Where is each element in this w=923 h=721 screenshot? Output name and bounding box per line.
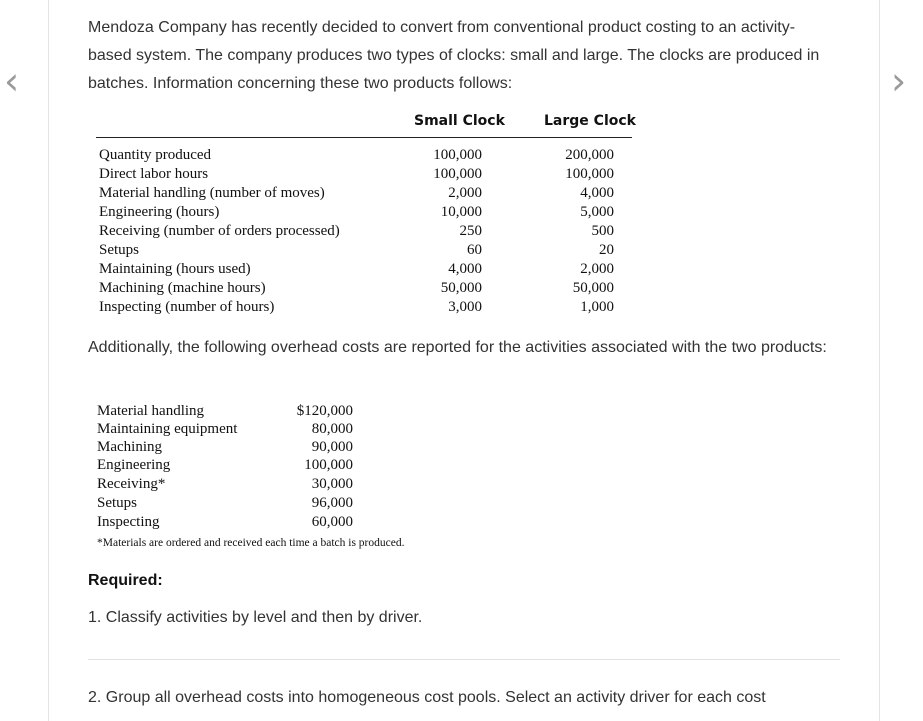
cost-label: Machining bbox=[97, 439, 162, 455]
table-header-rule bbox=[96, 137, 632, 138]
cost-label: Receiving* bbox=[97, 476, 166, 492]
table-row bbox=[96, 279, 632, 298]
row-label: Material handling (number of moves) bbox=[99, 185, 325, 201]
row-label: Direct labor hours bbox=[99, 166, 209, 182]
row-label: Receiving (number of orders processed) bbox=[99, 223, 340, 239]
table-row bbox=[96, 184, 632, 203]
small-clock-value: 60 bbox=[467, 242, 482, 258]
divider bbox=[88, 659, 840, 660]
row-label: Quantity produced bbox=[99, 147, 212, 163]
cost-row bbox=[97, 402, 397, 420]
cost-label: Setups bbox=[97, 495, 138, 511]
header-large-clock: Large Clock bbox=[544, 113, 636, 129]
intro-paragraph: Mendoza Company has recently decided to convert from conventional product costing to an activity-based system. The company produces two types of clocks: small and large. The clocks are produced in batches. Information concerning these two products follows: bbox=[88, 19, 820, 92]
cost-row bbox=[97, 494, 397, 512]
table-row bbox=[96, 165, 632, 184]
large-clock-value: 200,000 bbox=[565, 147, 614, 163]
cost-row bbox=[97, 420, 397, 438]
large-clock-value: 100,000 bbox=[565, 166, 614, 182]
cost-value: 100,000 bbox=[304, 457, 353, 473]
table-row bbox=[96, 203, 632, 222]
next-arrow-icon[interactable]: › bbox=[891, 59, 907, 103]
cost-row bbox=[97, 475, 397, 493]
row-label: Setups bbox=[99, 242, 140, 258]
table-row bbox=[96, 146, 632, 165]
header-small-clock: Small Clock bbox=[414, 113, 505, 129]
question-2: 2. Group all overhead costs into homogeneous cost pools. Select an activity driver for each cost bbox=[88, 689, 766, 706]
small-clock-value: 100,000 bbox=[433, 166, 482, 182]
cost-value: 96,000 bbox=[311, 495, 353, 511]
cost-value: 30,000 bbox=[311, 476, 353, 492]
cost-value: 60,000 bbox=[311, 514, 353, 530]
large-clock-value: 1,000 bbox=[580, 299, 614, 315]
cost-row bbox=[97, 513, 397, 531]
cost-label: Maintaining equipment bbox=[97, 421, 238, 437]
table-row bbox=[96, 241, 632, 260]
large-clock-value: 20 bbox=[599, 242, 614, 258]
question-1: 1. Classify activities by level and then by driver. bbox=[88, 609, 423, 626]
cost-value: $120,000 bbox=[296, 403, 353, 419]
table-row bbox=[96, 298, 632, 317]
footnote: *Materials are ordered and received each time a batch is produced. bbox=[97, 537, 405, 549]
large-clock-value: 500 bbox=[591, 223, 614, 239]
small-clock-value: 250 bbox=[459, 223, 482, 239]
small-clock-value: 100,000 bbox=[433, 147, 482, 163]
large-clock-value: 5,000 bbox=[580, 204, 614, 220]
table-row bbox=[96, 260, 632, 279]
cost-row bbox=[97, 456, 397, 474]
cost-row bbox=[97, 438, 397, 456]
required-heading: Required: bbox=[88, 572, 163, 589]
small-clock-value: 2,000 bbox=[448, 185, 482, 201]
cost-label: Engineering bbox=[97, 457, 171, 473]
cost-label: Material handling bbox=[97, 403, 205, 419]
previous-arrow-icon[interactable]: ‹ bbox=[4, 59, 20, 103]
small-clock-value: 3,000 bbox=[448, 299, 482, 315]
row-label: Maintaining (hours used) bbox=[99, 261, 251, 277]
cost-value: 80,000 bbox=[311, 421, 353, 437]
table-row bbox=[96, 222, 632, 241]
overhead-paragraph: Additionally, the following overhead costs are reported for the activities associated with the two products: bbox=[88, 339, 827, 356]
row-label: Inspecting (number of hours) bbox=[99, 299, 275, 315]
large-clock-value: 50,000 bbox=[572, 280, 614, 296]
row-label: Engineering (hours) bbox=[99, 204, 220, 220]
small-clock-value: 4,000 bbox=[448, 261, 482, 277]
large-clock-value: 2,000 bbox=[580, 261, 614, 277]
cost-value: 90,000 bbox=[311, 439, 353, 455]
small-clock-value: 50,000 bbox=[440, 280, 482, 296]
small-clock-value: 10,000 bbox=[440, 204, 482, 220]
row-label: Machining (machine hours) bbox=[99, 280, 266, 296]
cost-label: Inspecting bbox=[97, 514, 160, 530]
large-clock-value: 4,000 bbox=[580, 185, 614, 201]
